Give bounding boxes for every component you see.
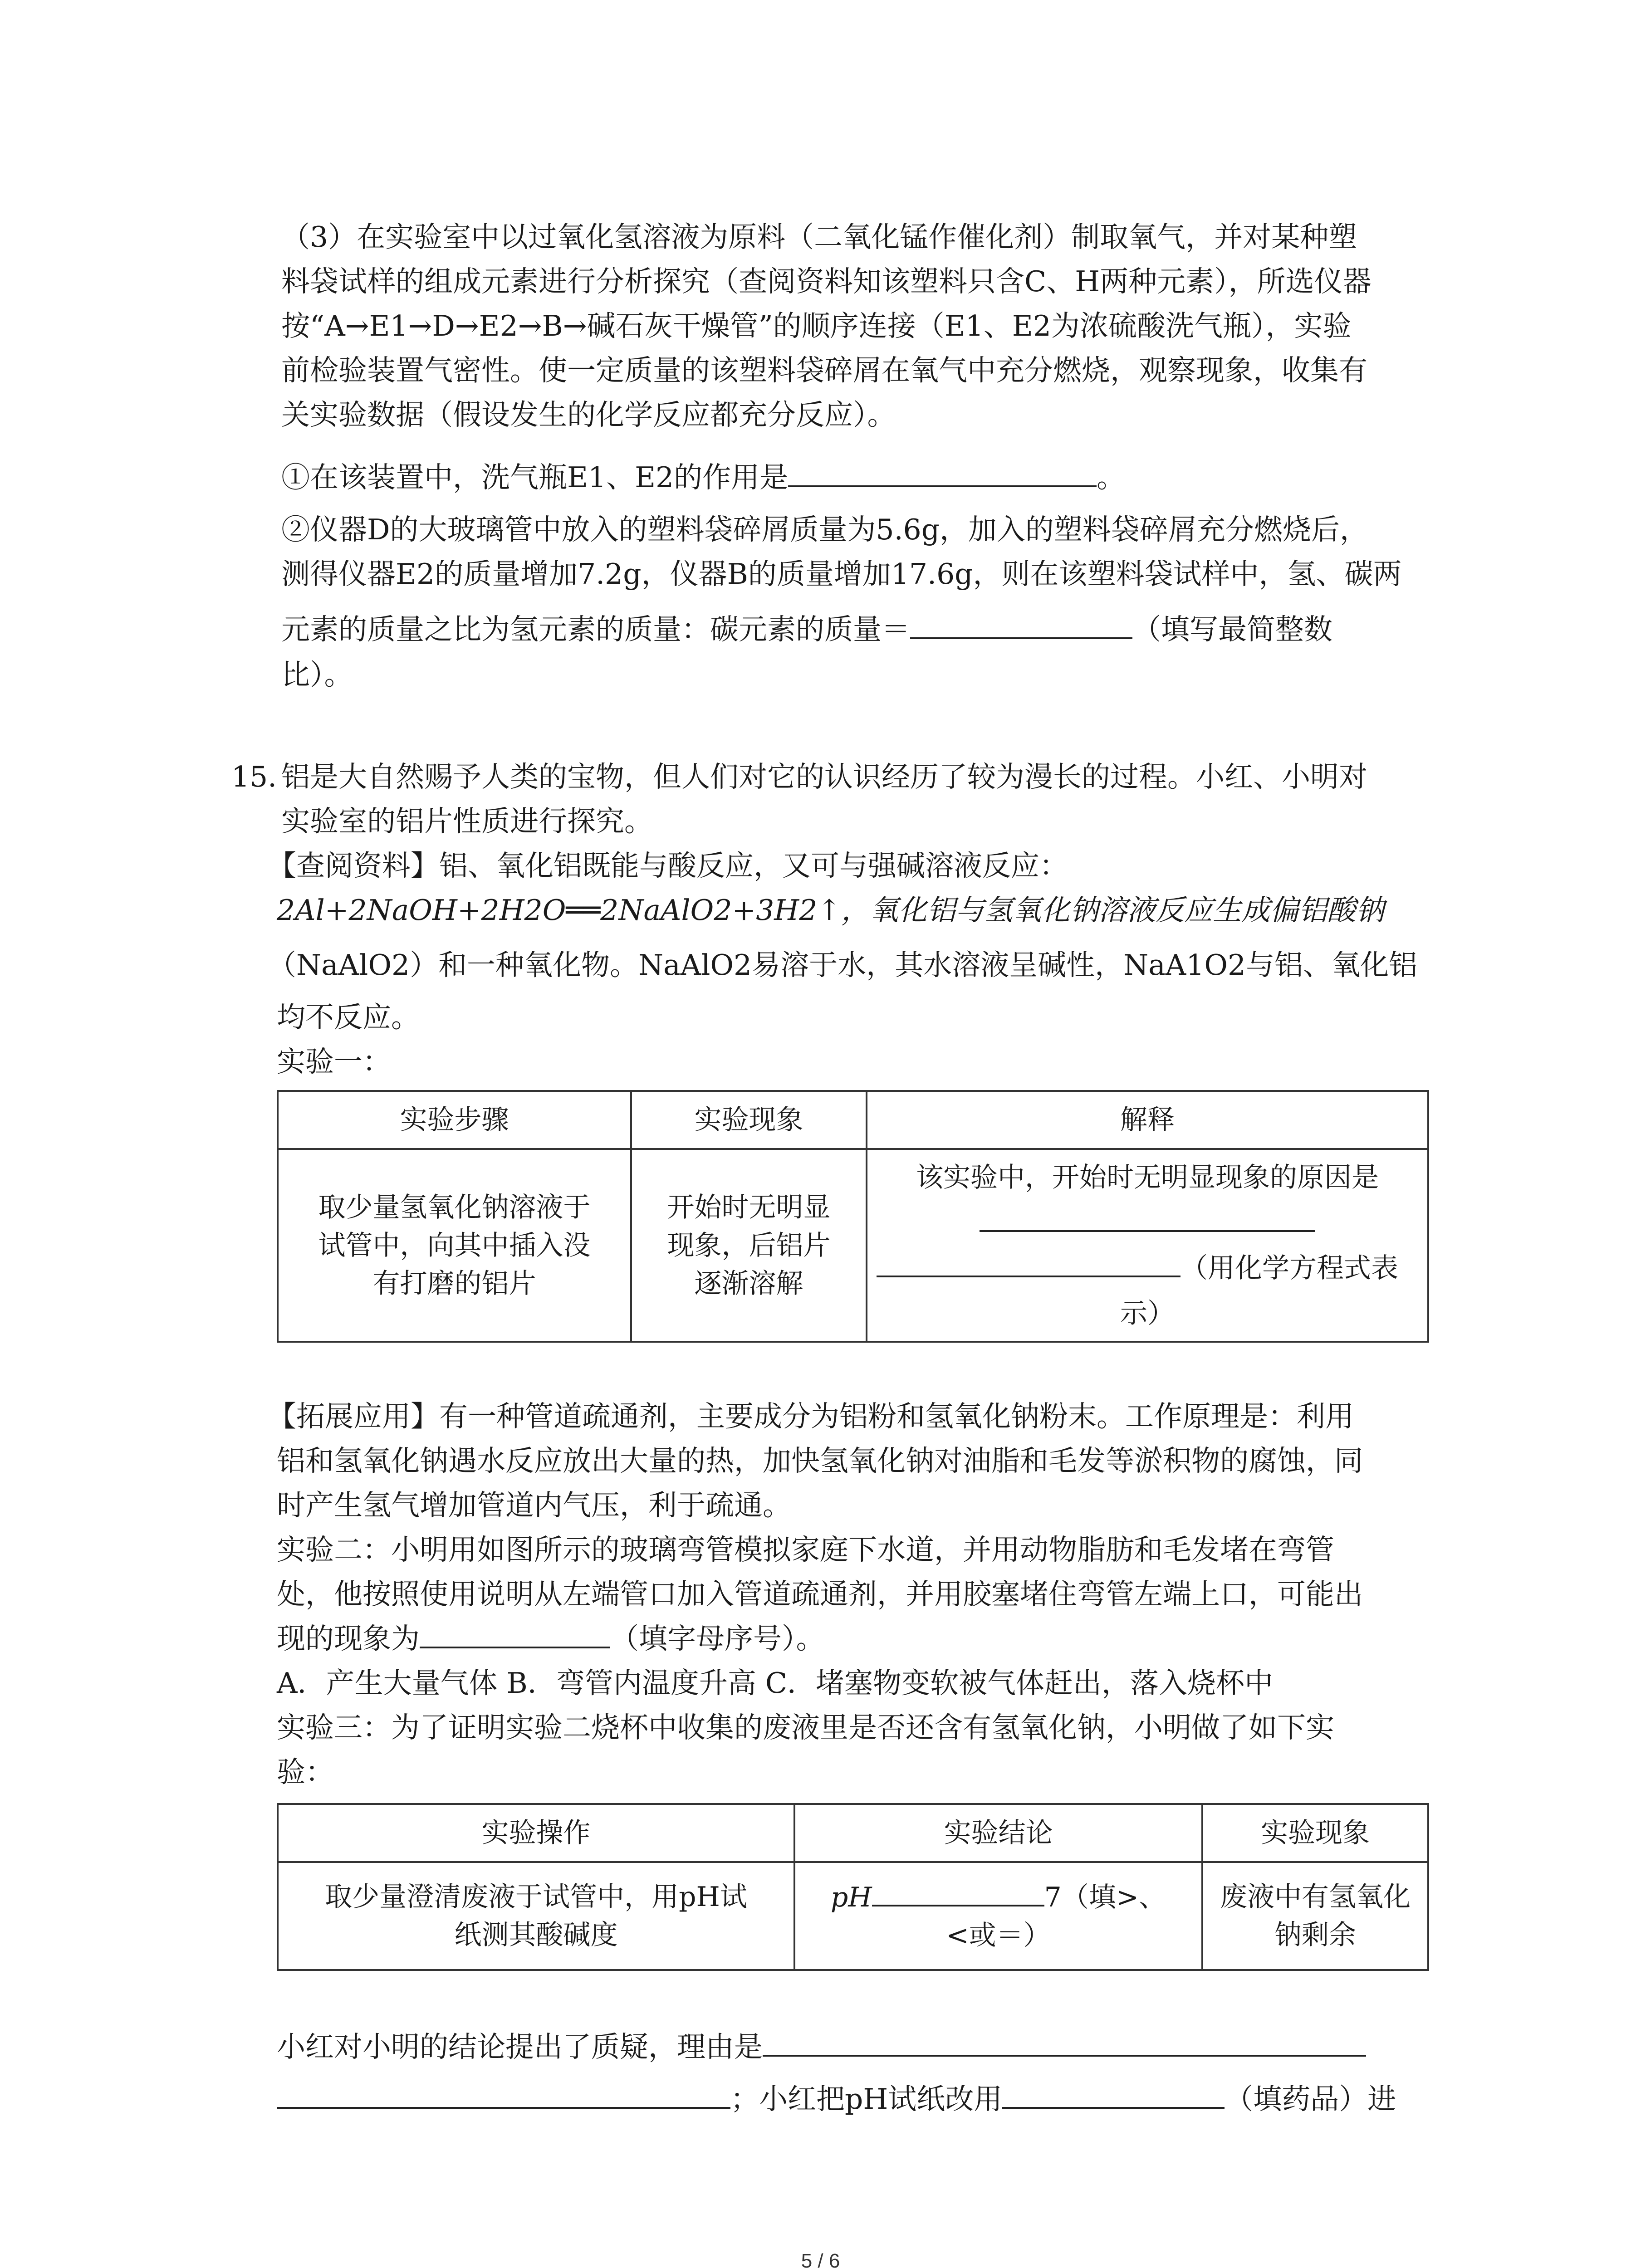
table2-header-phenomenon: 实验现象 (1202, 1804, 1428, 1862)
ext-line-3: 时产生氢气增加管道内气压，利于疏通。 (277, 1489, 791, 1522)
q15-ref-line: 【查阅资料】铝、氧化铝既能与酸反应，又可与强碱溶液反应： (268, 849, 1068, 882)
table1-cell-step: 取少量氢氧化钠溶液于 试管中，向其中插入没 有打磨的铝片 (278, 1149, 631, 1342)
ext-line-5: 处，他按照使用说明从左端管口加入管道疏通剂，并用胶塞堵住弯管左端上口，可能出 (277, 1578, 1363, 1611)
table1-header-explain: 解释 (867, 1091, 1428, 1149)
doubt-blank-2[interactable] (277, 2080, 730, 2109)
last-line: ；小红把pH试纸改用 （填药品）进 (277, 2077, 1396, 2121)
table2-cell-conclusion: pH 7（填>、 <或＝） (794, 1862, 1202, 1970)
ext-line-2: 铝和氢氧化钠遇水反应放出大量的热，加快氢氧化钠对油脂和毛发等淤积物的腐蚀，同 (277, 1444, 1363, 1477)
experiment-3-table (277, 1803, 1429, 1971)
part3-question-1 (281, 456, 1125, 499)
q2-suffix: （填写最简整数 (1132, 613, 1332, 646)
table1-cell-phenomenon: 开始时无明显 现象，后铝片 逐渐溶解 (631, 1149, 867, 1342)
doubt-line: 小红对小明的结论提出了质疑，理由是 (277, 2025, 1366, 2069)
table1-header-step: 实验步骤 (278, 1091, 631, 1149)
table2-header-conclusion: 实验结论 (794, 1804, 1202, 1862)
part3-line-3: 按“A→E1→D→E2→B→碱石灰干燥管”的顺序连接（E1、E2为浓硫酸洗气瓶），实验 (281, 309, 1352, 342)
table2-header-operation: 实验操作 (278, 1804, 794, 1862)
q1-suffix: 。 (1097, 461, 1126, 494)
question-15-number: 15. (231, 760, 277, 793)
q2-answer-blank[interactable] (910, 610, 1132, 639)
part3-line-2: 料袋试样的组成元素进行分析探究（查阅资料知该塑料只含C、H两种元素），所选仪器 (281, 265, 1372, 298)
table1-cell-explain: 该实验中，开始时无明显现象的原因是 （用化学方程式表 示） (867, 1149, 1428, 1342)
experiment-1-label: 实验一： (277, 1045, 391, 1078)
q15-ref-line-3: （NaAlO2）和一种氧化物。NaAlO2易溶于水，其水溶液呈碱性，NaA1O2与铝、氧化铝 (268, 948, 1418, 982)
q1-prefix: ①在该装置中，洗气瓶E1、E2的作用是 (281, 461, 789, 494)
ext-line-4: 实验二：小明用如图所示的玻璃弯管模拟家庭下水道，并用动物脂肪和毛发堵在弯管 (277, 1533, 1334, 1566)
reagent-blank[interactable] (1002, 2080, 1225, 2109)
ext-line-1: 【拓展应用】有一种管道疏通剂，主要成分为铝粉和氢氧化钠粉末。工作原理是：利用 (268, 1400, 1354, 1433)
experiment-2-blank[interactable] (420, 1619, 610, 1648)
explain-blank-2[interactable] (877, 1248, 1181, 1277)
ph-blank[interactable] (872, 1877, 1044, 1906)
experiment-2-answer-line: 现的现象为 （填字母序号）。 (277, 1617, 825, 1661)
part3-question-2-line-2: 测得仪器E2的质量增加7.2g，仪器B的质量增加17.6g，则在该塑料袋试样中，氢、碳两 (281, 557, 1402, 591)
options-line: A．产生大量气体 B．弯管内温度升高 C．堵塞物变软被气体赶出，落入烧杯中 (277, 1667, 1274, 1700)
explain-blank-1[interactable] (980, 1203, 1315, 1232)
part3-line-4: 前检验装置气密性。使一定质量的该塑料袋碎屑在氧气中充分燃烧，观察现象，收集有 (281, 354, 1367, 387)
q2-prefix: 元素的质量之比为氢元素的质量：碳元素的质量＝ (281, 613, 910, 646)
part3-line-5: 关实验数据（假设发生的化学反应都充分反应）。 (281, 398, 896, 431)
part3-line-1: （3）在实验室中以过氧化氢溶液为原料（二氧化锰作催化剂）制取氧气，并对某种塑 (281, 220, 1357, 254)
doubt-blank-1[interactable] (763, 2028, 1366, 2057)
q15-intro-line-1: 铝是大自然赐予人类的宝物，但人们对它的认识经历了较为漫长的过程。小红、小明对 (281, 760, 1367, 793)
part3-question-2-line-3 (281, 608, 1332, 651)
table2-cell-operation: 取少量澄清废液于试管中，用pH试 纸测其酸碱度 (278, 1862, 794, 1970)
table2-cell-phenomenon: 废液中有氢氧化 钠剩余 (1202, 1862, 1428, 1970)
q1-answer-blank[interactable] (788, 458, 1097, 487)
experiment-1-table (277, 1090, 1429, 1343)
part3-question-2-line-1: ②仪器D的大玻璃管中放入的塑料袋碎屑质量为5.6g，加入的塑料袋碎屑充分燃烧后， (281, 513, 1369, 546)
page-number: 5 / 6 (801, 2250, 840, 2268)
q15-intro-line-2: 实验室的铝片性质进行探究。 (281, 805, 653, 838)
exp3-line-1: 实验三：为了证明实验二烧杯中收集的废液里是否还含有氢氧化钠，小明做了如下实 (277, 1711, 1334, 1744)
q15-ref-line-4: 均不反应。 (277, 1001, 420, 1034)
table1-header-phenomenon: 实验现象 (631, 1091, 867, 1149)
part3-question-2-line-4: 比）。 (281, 658, 353, 691)
exp3-line-2: 验： (277, 1755, 334, 1789)
q15-equation-line: 2Al+2NaOH+2H2O══2NaAlO2+3H2↑，氧化铝与氢氧化钠溶液反应生成偏铝酸钠 (277, 894, 1385, 927)
